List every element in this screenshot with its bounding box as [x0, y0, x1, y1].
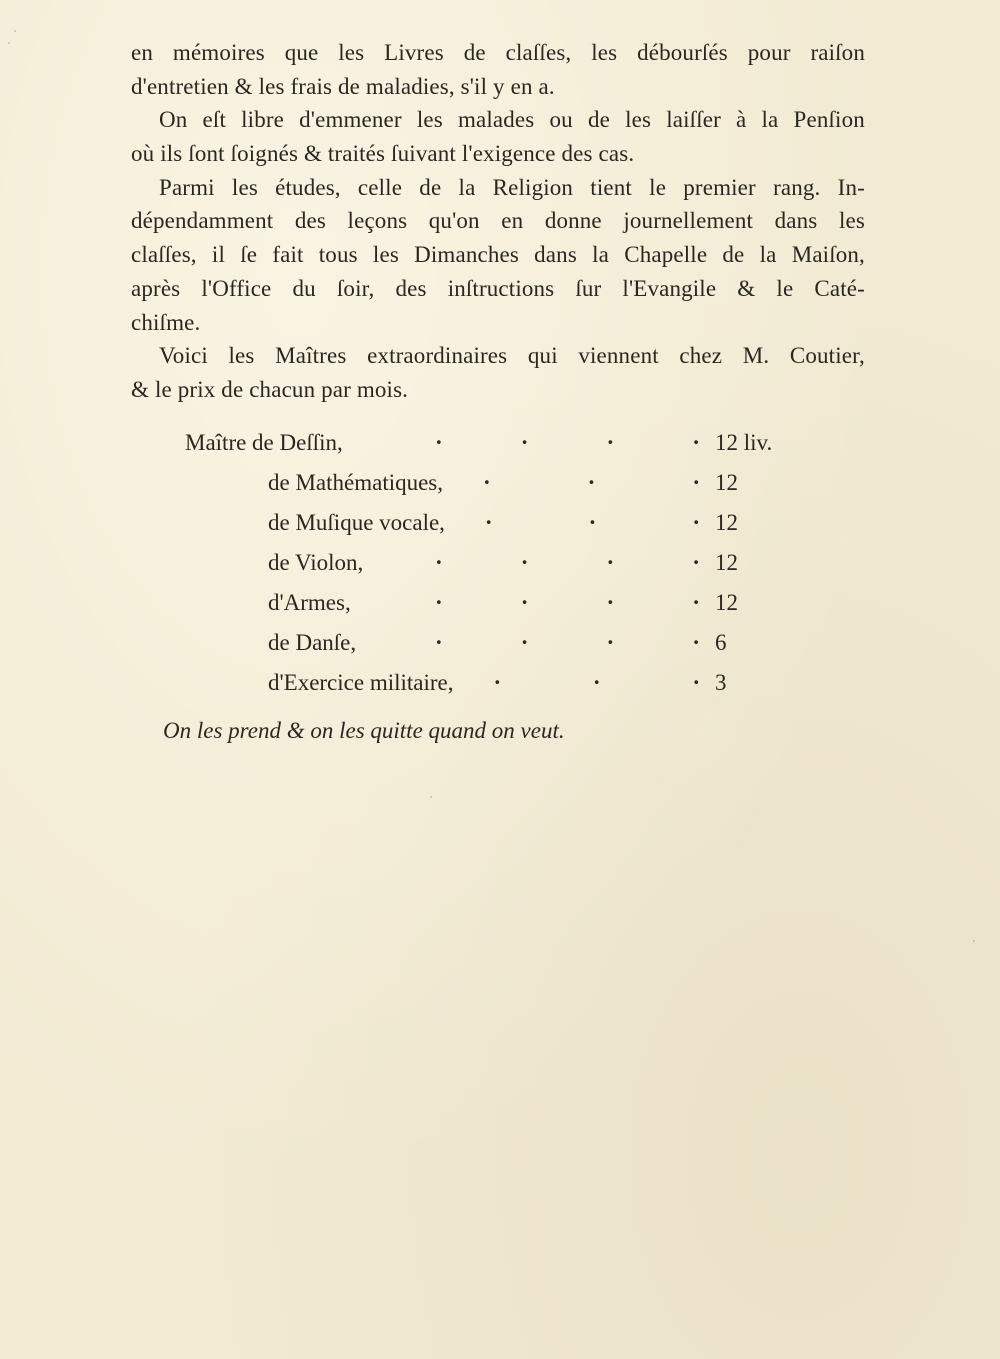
word: que — [284, 40, 319, 65]
leader-dot: · — [484, 510, 493, 535]
word: les — [231, 174, 258, 200]
leader-dot: · — [483, 470, 491, 495]
word: de — [463, 40, 486, 65]
word: il — [211, 242, 225, 268]
word: la — [759, 242, 777, 268]
leader-dot: · — [692, 470, 700, 495]
word: des — [294, 208, 326, 234]
leader-dot: · — [435, 590, 443, 615]
master-name: de Violon, — [268, 550, 364, 575]
price-row-fencing — [185, 583, 795, 623]
price-row-military-exercise — [185, 663, 795, 703]
body-text — [131, 36, 865, 407]
masters-price-list — [185, 423, 795, 703]
word: Chapelle — [624, 242, 708, 268]
word: celle — [357, 174, 403, 200]
master-name: Maître de Deſſin, — [185, 430, 343, 455]
leader-dots — [435, 623, 700, 663]
master-name: d'Armes, — [268, 590, 351, 615]
word: mémoires — [172, 40, 265, 65]
word: raiſon — [810, 40, 865, 65]
price-row-violin — [185, 543, 795, 583]
leader-dot: · — [606, 630, 615, 655]
paper-speck — [973, 940, 975, 942]
word: malades — [457, 107, 535, 133]
word: inſtructions — [447, 275, 555, 301]
text-line — [131, 171, 865, 205]
word: fait — [272, 242, 304, 268]
word: Dimanches — [414, 242, 519, 268]
word: donne — [544, 208, 602, 234]
closing-note: On les prend & on les quitte quand on veut. — [163, 718, 565, 743]
word: viennent — [578, 343, 659, 369]
text-line — [131, 238, 865, 272]
word: débourſés — [637, 40, 728, 65]
word: les — [625, 107, 652, 133]
leader-dots — [494, 663, 701, 703]
word: ſe — [240, 242, 258, 268]
leader-dots — [435, 583, 700, 623]
leader-dots — [435, 423, 700, 463]
word: ſur — [575, 275, 602, 301]
leader-dot: · — [520, 430, 529, 455]
word: de — [587, 107, 610, 133]
word: qu'on — [428, 208, 480, 234]
master-name: de Danſe, — [268, 630, 357, 655]
word: l'Office — [201, 275, 272, 301]
price-row-drawing — [185, 423, 795, 463]
word: libre — [241, 107, 285, 133]
word: les — [838, 208, 865, 234]
word: Voici — [159, 343, 208, 369]
word: tous — [318, 242, 358, 268]
leader-dot: · — [588, 510, 597, 535]
master-price: 12 liv. — [715, 430, 773, 455]
word: qui — [527, 343, 558, 369]
text-line — [131, 204, 865, 238]
word: In- — [837, 174, 865, 200]
word: les — [338, 40, 365, 65]
word: rang. — [773, 174, 821, 200]
word: la — [458, 174, 476, 200]
word: les — [591, 40, 618, 65]
word: Caté- — [814, 275, 865, 301]
leader-dot: · — [692, 430, 700, 455]
leader-dot: · — [520, 630, 529, 655]
word: Parmi — [159, 174, 215, 200]
word: ou — [549, 107, 573, 133]
word: eſt — [202, 107, 226, 133]
text-line: où ils ſont ſoignés & traités ſuivant l'exigence des cas. — [131, 141, 635, 167]
word: Penſion — [793, 107, 865, 133]
master-price: 6 — [715, 630, 727, 655]
leader-dot: · — [435, 550, 443, 575]
text-line — [131, 339, 865, 373]
word: On — [159, 107, 188, 133]
leader-dots — [435, 543, 700, 583]
word: Coutier, — [789, 343, 865, 369]
leader-dot: · — [587, 470, 596, 495]
leader-dots — [485, 503, 700, 543]
leader-dot: · — [606, 550, 615, 575]
word: ſoir, — [336, 275, 375, 301]
leader-dot: · — [692, 630, 700, 655]
leader-dots — [483, 463, 700, 503]
word: les — [416, 107, 443, 133]
text-line — [131, 272, 865, 306]
text-line: chiſme. — [131, 309, 201, 335]
word: extraordinaires — [367, 343, 508, 369]
leader-dot: · — [520, 590, 529, 615]
word: la — [592, 242, 610, 268]
word: dépendamment — [131, 208, 274, 234]
word: la — [761, 107, 779, 133]
word: l'Evangile — [622, 275, 717, 301]
text-line: & le prix de chacun par mois. — [131, 376, 409, 402]
word: premier — [683, 174, 756, 200]
master-name: de Muſique vocale, — [268, 510, 445, 535]
paper-speck — [8, 42, 10, 44]
text-line — [131, 103, 865, 137]
word: journellement — [623, 208, 754, 234]
word: d'emmener — [299, 107, 402, 133]
text-line — [131, 36, 865, 70]
word: & — [737, 275, 756, 301]
leader-dot: · — [520, 550, 529, 575]
leader-dot: · — [435, 430, 443, 455]
master-price: 12 — [715, 510, 738, 535]
word: claſſes, — [131, 242, 197, 268]
master-price: 12 — [715, 470, 738, 495]
paper-speck — [430, 796, 432, 798]
word: en — [131, 40, 154, 65]
word: laiſſer — [666, 107, 721, 133]
leader-dot: · — [606, 590, 615, 615]
master-price: 12 — [715, 550, 738, 575]
word: dans — [534, 242, 577, 268]
word: études, — [275, 174, 341, 200]
word: de — [722, 242, 745, 268]
leader-dot: · — [692, 550, 700, 575]
leader-dot: · — [592, 670, 601, 695]
word: le — [649, 174, 667, 200]
word: pour — [747, 40, 791, 65]
price-row-mathematics — [185, 463, 795, 503]
leader-dot: · — [692, 510, 700, 535]
paper-speck — [14, 30, 16, 32]
text-line: d'entretien & les frais de maladies, s'il y en a. — [131, 73, 555, 99]
word: chez — [679, 343, 723, 369]
leader-dot: · — [692, 590, 700, 615]
word: Religion — [492, 174, 574, 200]
word: claſſes, — [505, 40, 572, 65]
word: en — [501, 208, 524, 234]
word: du — [292, 275, 316, 301]
word: des — [395, 275, 427, 301]
word: Livres — [384, 40, 444, 65]
word: dans — [774, 208, 818, 234]
master-price: 12 — [715, 590, 738, 615]
master-name: d'Exercice militaire, — [268, 670, 454, 695]
word: leçons — [347, 208, 408, 234]
word: les — [228, 343, 255, 369]
word: Maîtres — [275, 343, 347, 369]
master-price: 3 — [715, 670, 727, 695]
price-row-vocal-music — [185, 503, 795, 543]
word: le — [776, 275, 794, 301]
price-row-dance — [185, 623, 795, 663]
leader-dot: · — [692, 670, 700, 695]
word: tient — [590, 174, 632, 200]
master-name: de Mathématiques, — [268, 470, 444, 495]
word: Maiſon, — [791, 242, 865, 268]
word: à — [736, 107, 747, 133]
leader-dot: · — [493, 670, 502, 695]
word: après — [131, 275, 181, 301]
word: de — [419, 174, 442, 200]
leader-dot: · — [435, 630, 443, 655]
word: les — [372, 242, 399, 268]
word: M. — [742, 343, 770, 369]
leader-dot: · — [606, 430, 615, 455]
